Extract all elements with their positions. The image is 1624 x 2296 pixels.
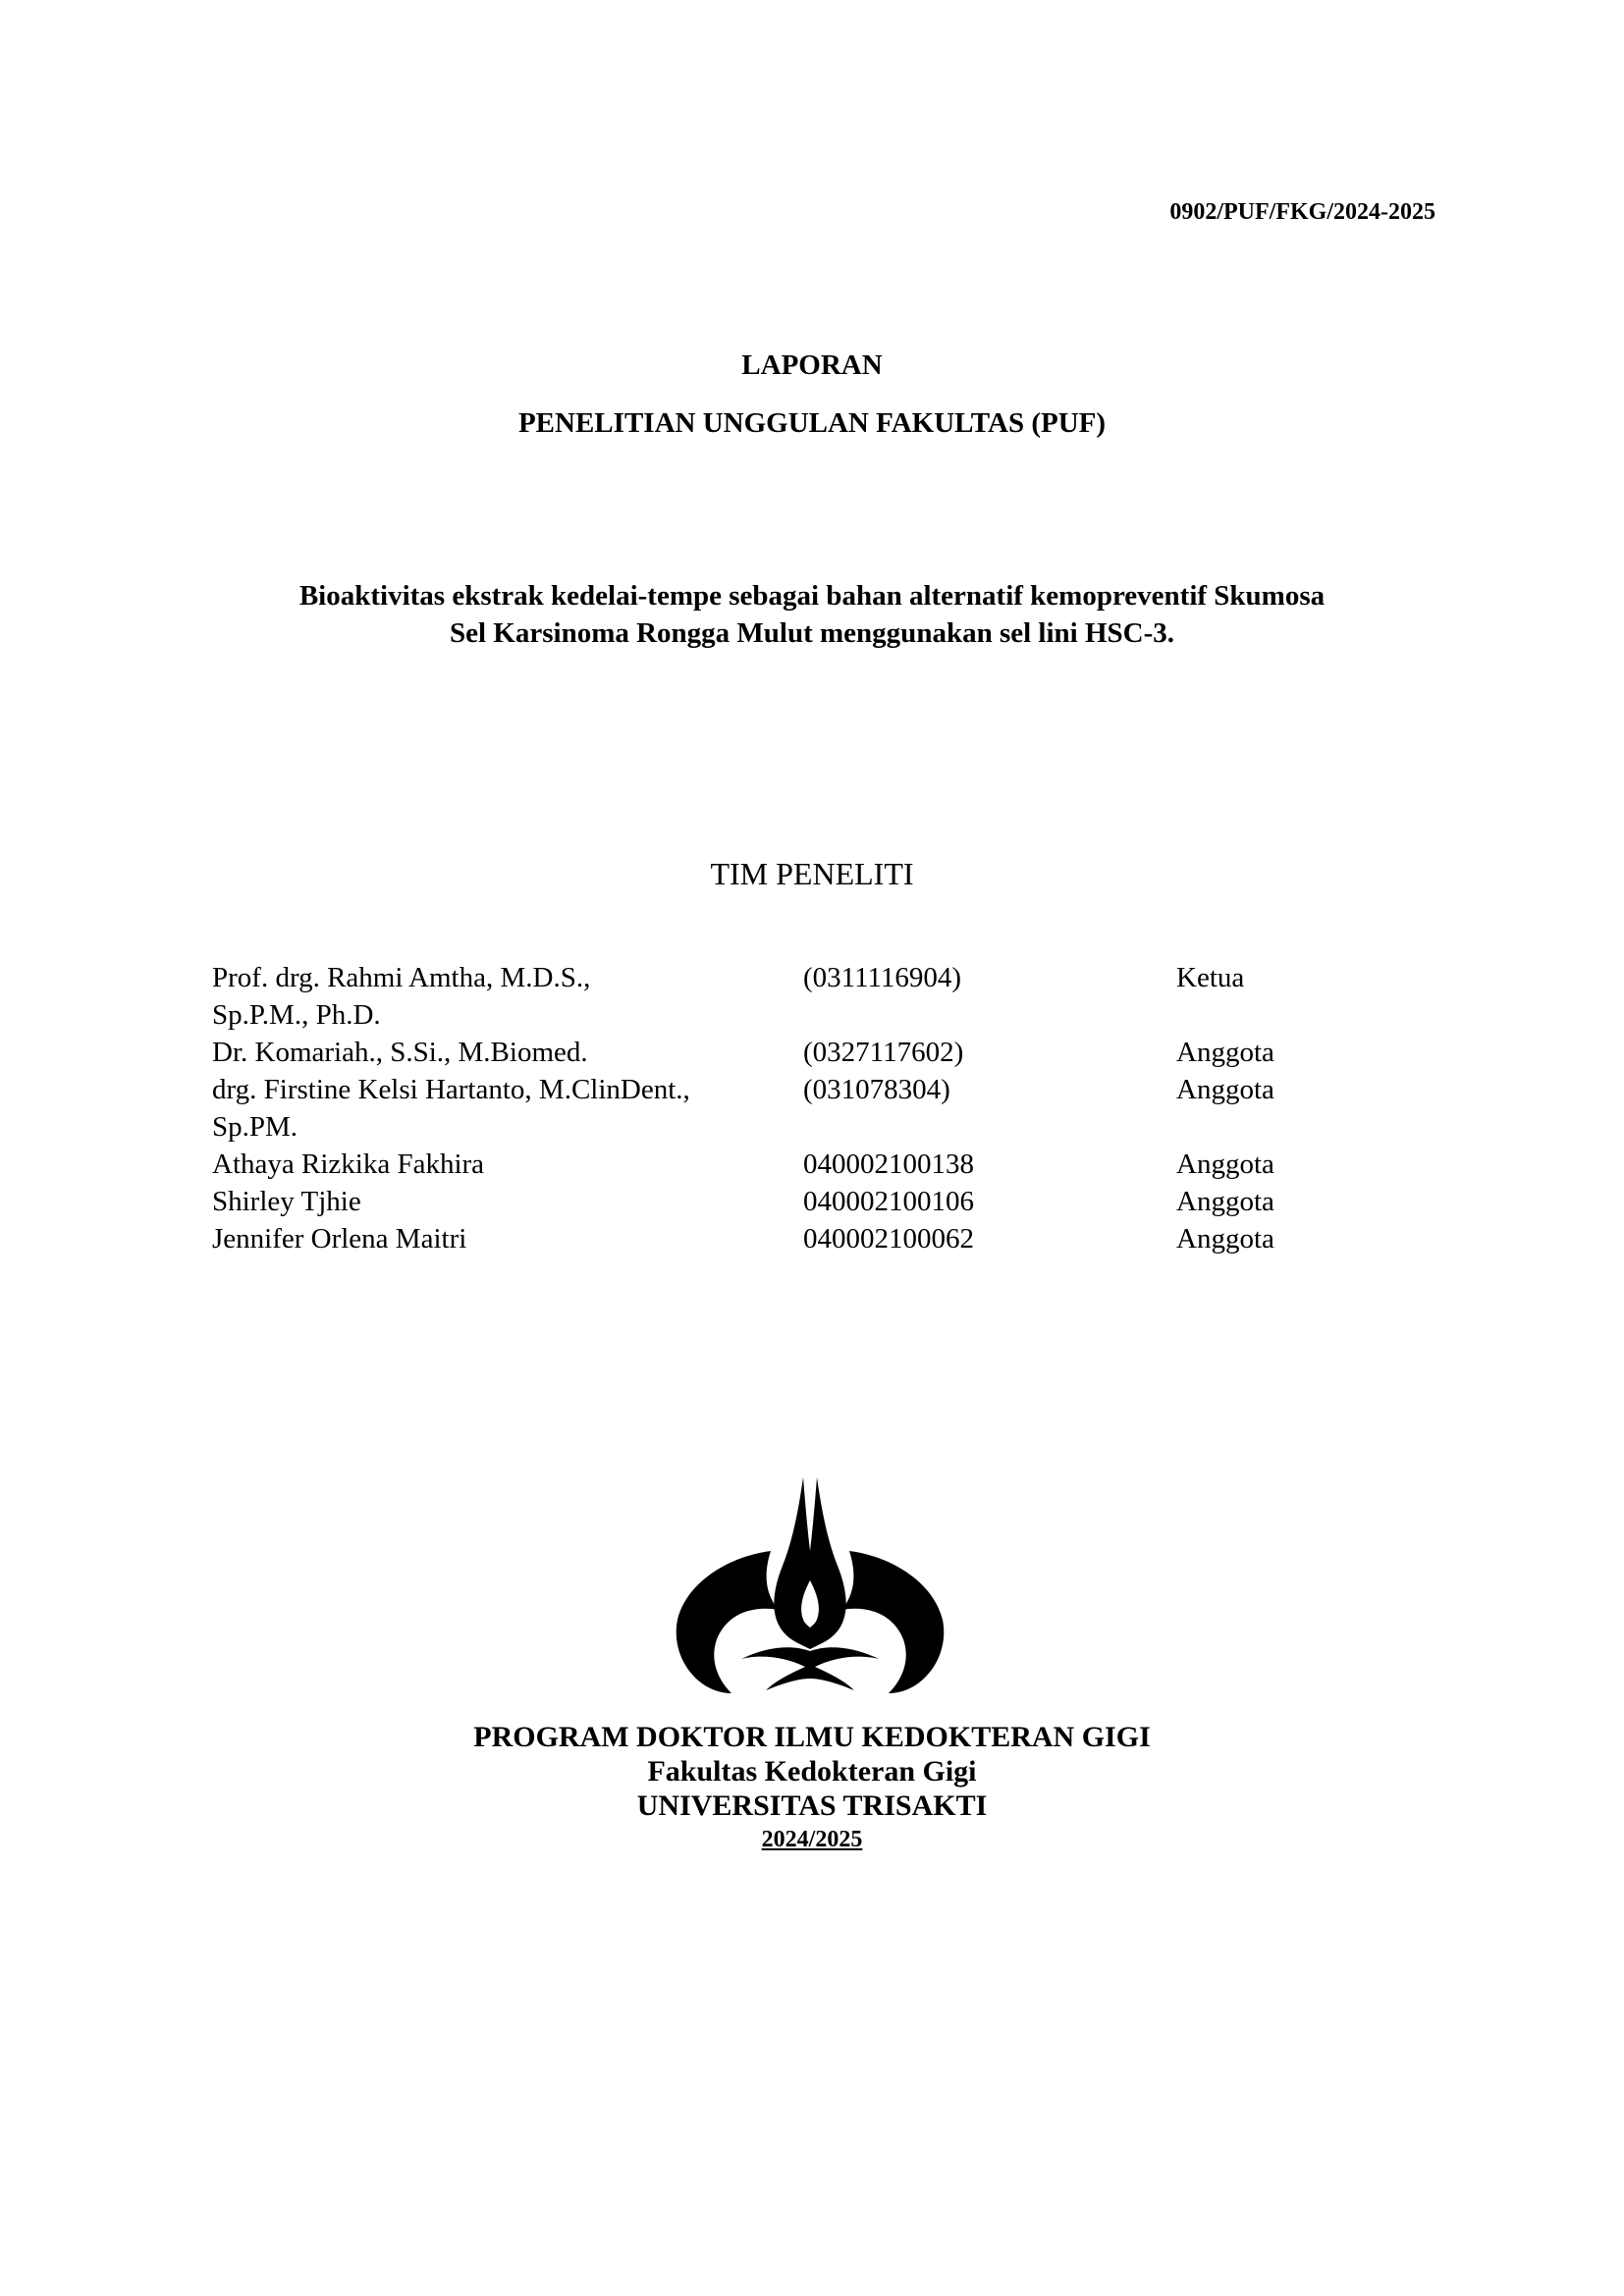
team-member-name-line-1: Shirley Tjhie <box>212 1186 361 1217</box>
team-member-row <box>212 1146 1390 1183</box>
team-member-id: 040002100062 <box>803 1223 974 1255</box>
report-label: LAPORAN <box>741 349 883 381</box>
team-member-role: Anggota <box>1176 1074 1274 1105</box>
team-member-name <box>212 1183 780 1220</box>
team-member-name-line-2: Sp.PM. <box>212 1111 298 1143</box>
document-number: 0902/PUF/FKG/2024-2025 <box>1169 199 1435 225</box>
team-member-name-line-1: Dr. Komariah., S.Si., M.Biomed. <box>212 1037 588 1068</box>
research-title <box>0 577 1624 652</box>
team-member-name-line-1: Jennifer Orlena Maitri <box>212 1223 467 1255</box>
team-member-name <box>212 1071 780 1146</box>
team-member-id: (031078304) <box>803 1074 950 1105</box>
team-member-name-line-1: Prof. drg. Rahmi Amtha, M.D.S., <box>212 962 591 993</box>
research-title-line-2: Sel Karsinoma Rongga Mulut menggunakan sel lini HSC-3. <box>450 617 1174 649</box>
team-member-name-line-1: drg. Firstine Kelsi Hartanto, M.ClinDent., <box>212 1074 690 1105</box>
institution-university: UNIVERSITAS TRISAKTI <box>636 1789 988 1822</box>
team-member-name <box>212 1220 780 1257</box>
team-member-row <box>212 1183 1390 1220</box>
team-member-row <box>212 959 1390 1034</box>
team-member-row <box>212 1071 1390 1146</box>
institution-faculty: Fakultas Kedokteran Gigi <box>647 1755 977 1788</box>
team-heading: TIM PENELITI <box>710 856 914 891</box>
team-member-id: (0311116904) <box>803 962 962 993</box>
team-member-row <box>212 1034 1390 1071</box>
team-list <box>212 959 1390 1257</box>
team-member-row <box>212 1220 1390 1257</box>
team-member-role: Anggota <box>1176 1037 1274 1068</box>
team-member-role: Ketua <box>1176 962 1245 993</box>
team-member-role: Anggota <box>1176 1186 1274 1217</box>
team-member-name <box>212 959 780 1034</box>
team-member-id: 040002100106 <box>803 1186 974 1217</box>
team-member-name-line-1: Athaya Rizkika Fakhira <box>212 1148 485 1180</box>
institution-year: 2024/2025 <box>761 1827 863 1852</box>
institution-block <box>0 1720 1624 1857</box>
team-member-role: Anggota <box>1176 1223 1274 1255</box>
team-member-name <box>212 1146 780 1183</box>
program-title: PENELITIAN UNGGULAN FAKULTAS (PUF) <box>517 407 1107 439</box>
team-member-name-line-2: Sp.P.M., Ph.D. <box>212 999 381 1031</box>
team-member-id: (0327117602) <box>803 1037 964 1068</box>
team-member-id: 040002100138 <box>803 1148 974 1180</box>
team-member-role: Anggota <box>1176 1148 1274 1180</box>
institution-program: PROGRAM DOKTOR ILMU KEDOKTERAN GIGI <box>473 1721 1151 1753</box>
trisakti-university-logo-icon <box>673 1472 947 1698</box>
research-title-line-1: Bioaktivitas ekstrak kedelai-tempe sebagai bahan alternatif kemopreventif Skumosa <box>298 580 1326 612</box>
team-member-name <box>212 1034 780 1071</box>
